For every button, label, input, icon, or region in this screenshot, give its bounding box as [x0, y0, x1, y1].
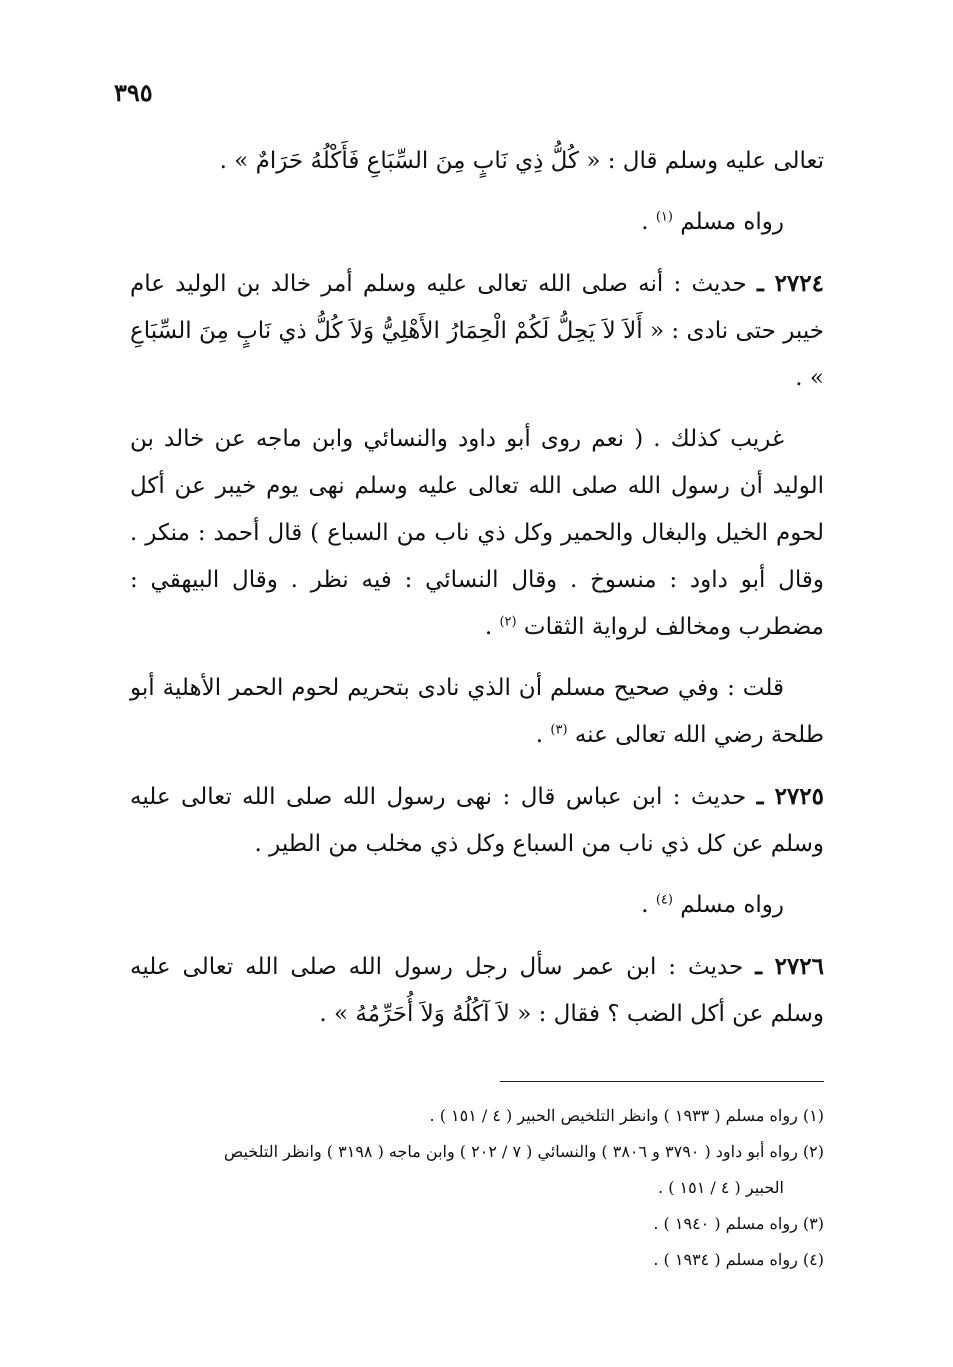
- page-number: ٣٩٥: [114, 78, 153, 107]
- paragraph-hadith-2725: [130, 773, 824, 868]
- footnote-2-continuation: الحبير ( ٤ / ١٥١ ) .: [658, 1178, 784, 1197]
- paragraph-tail: .: [484, 614, 500, 640]
- footnote-ref: (٤): [655, 892, 673, 908]
- paragraph-tail: .: [535, 722, 551, 748]
- footnote-3: (٣) رواه مسلم ( ١٩٤٠ ) .: [653, 1214, 824, 1233]
- paragraph-text: قلت : وفي صحيح مسلم أن الذي نادى بتحريم لحوم الحمر الأهلية أبو طلحة رضي الله تعالى عنه: [130, 675, 824, 748]
- paragraph-hadith-2724: [130, 260, 824, 402]
- hadith-number: ٢٧٢٤ ـ: [756, 270, 824, 297]
- paragraph-tail: .: [641, 892, 656, 918]
- paragraph-text: رواه مسلم: [680, 892, 784, 918]
- paragraph-text: غريب كذلك . ( نعم روى أبو داود والنسائي وابن ماجه عن خالد بن الوليد أن رسول الله صلى الله تعالى عليه وسلم نهى يوم خيبر عن أكل لحوم الخيل والبغال والحمير وكل ذي ناب من السباع ) قال أحمد : منكر . وقال أبو داود : منسوخ . وقال النسائي : فيه نظر . وقال البيهقي : مضطرب ومخالف لرواية الثقات: [130, 426, 824, 640]
- footnote-1: (١) رواه مسلم ( ١٩٣٣ ) وانظر التلخيص الحبير ( ٤ / ١٥١ ) .: [429, 1106, 824, 1125]
- footnote-ref: (١): [655, 209, 673, 225]
- paragraph-narration: [130, 882, 824, 929]
- paragraph-commentary: [130, 416, 824, 651]
- footnote-divider: [500, 1081, 824, 1082]
- paragraph-text: رواه مسلم: [680, 209, 784, 235]
- paragraph-text: حديث : أنه صلى الله تعالى عليه وسلم أمر خالد بن الوليد عام خيبر حتى نادى : « أَلاَ لاَ يَحِلُّ لَكُمْ الْحِمَارُ الأَهْلِيُّ وَلاَ كُلُّ ذي نَابٍ مِنَ السِّبَاعِ » .: [130, 271, 824, 391]
- hadith-number: ٢٧٢٥ ـ: [756, 783, 824, 810]
- paragraph-text: حديث : ابن عمر سأل رجل رسول الله صلى الله تعالى عليه وسلم عن أكل الضب ؟ فقال : « لاَ آكُلُهُ وَلاَ أُحَرِّمُهُ » .: [130, 954, 824, 1027]
- footnote-2: (٢) رواه أبو داود ( ٣٧٩٠ و ٣٨٠٦ ) والنسائي ( ٧ / ٢٠٢ ) وابن ماجه ( ٣١٩٨ ) وانظر التلخيص: [223, 1142, 824, 1161]
- paragraph-note: [130, 665, 824, 759]
- hadith-number: ٢٧٢٦ ـ: [755, 953, 824, 980]
- paragraph-narration: [130, 199, 824, 246]
- footnote-4: (٤) رواه مسلم ( ١٩٣٤ ) .: [653, 1250, 824, 1269]
- paragraph-hadith-end: [130, 138, 824, 185]
- paragraph-text: تعالى عليه وسلم قال : « كُلُّ ذِي نَابٍ مِنَ السِّبَاعِ فَأَكْلُهُ حَرَامٌ » .: [219, 148, 824, 174]
- footnotes: [130, 1098, 824, 1278]
- footnote-ref: (٣): [550, 722, 568, 738]
- paragraph-hadith-2726: [130, 943, 824, 1038]
- main-text: [130, 138, 824, 1052]
- paragraph-text: حديث : ابن عباس قال : نهى رسول الله صلى الله تعالى عليه وسلم عن كل ذي ناب من السباع وكل ذي مخلب من الطير .: [130, 784, 824, 857]
- footnote-ref: (٢): [499, 614, 517, 630]
- paragraph-tail: .: [641, 209, 656, 235]
